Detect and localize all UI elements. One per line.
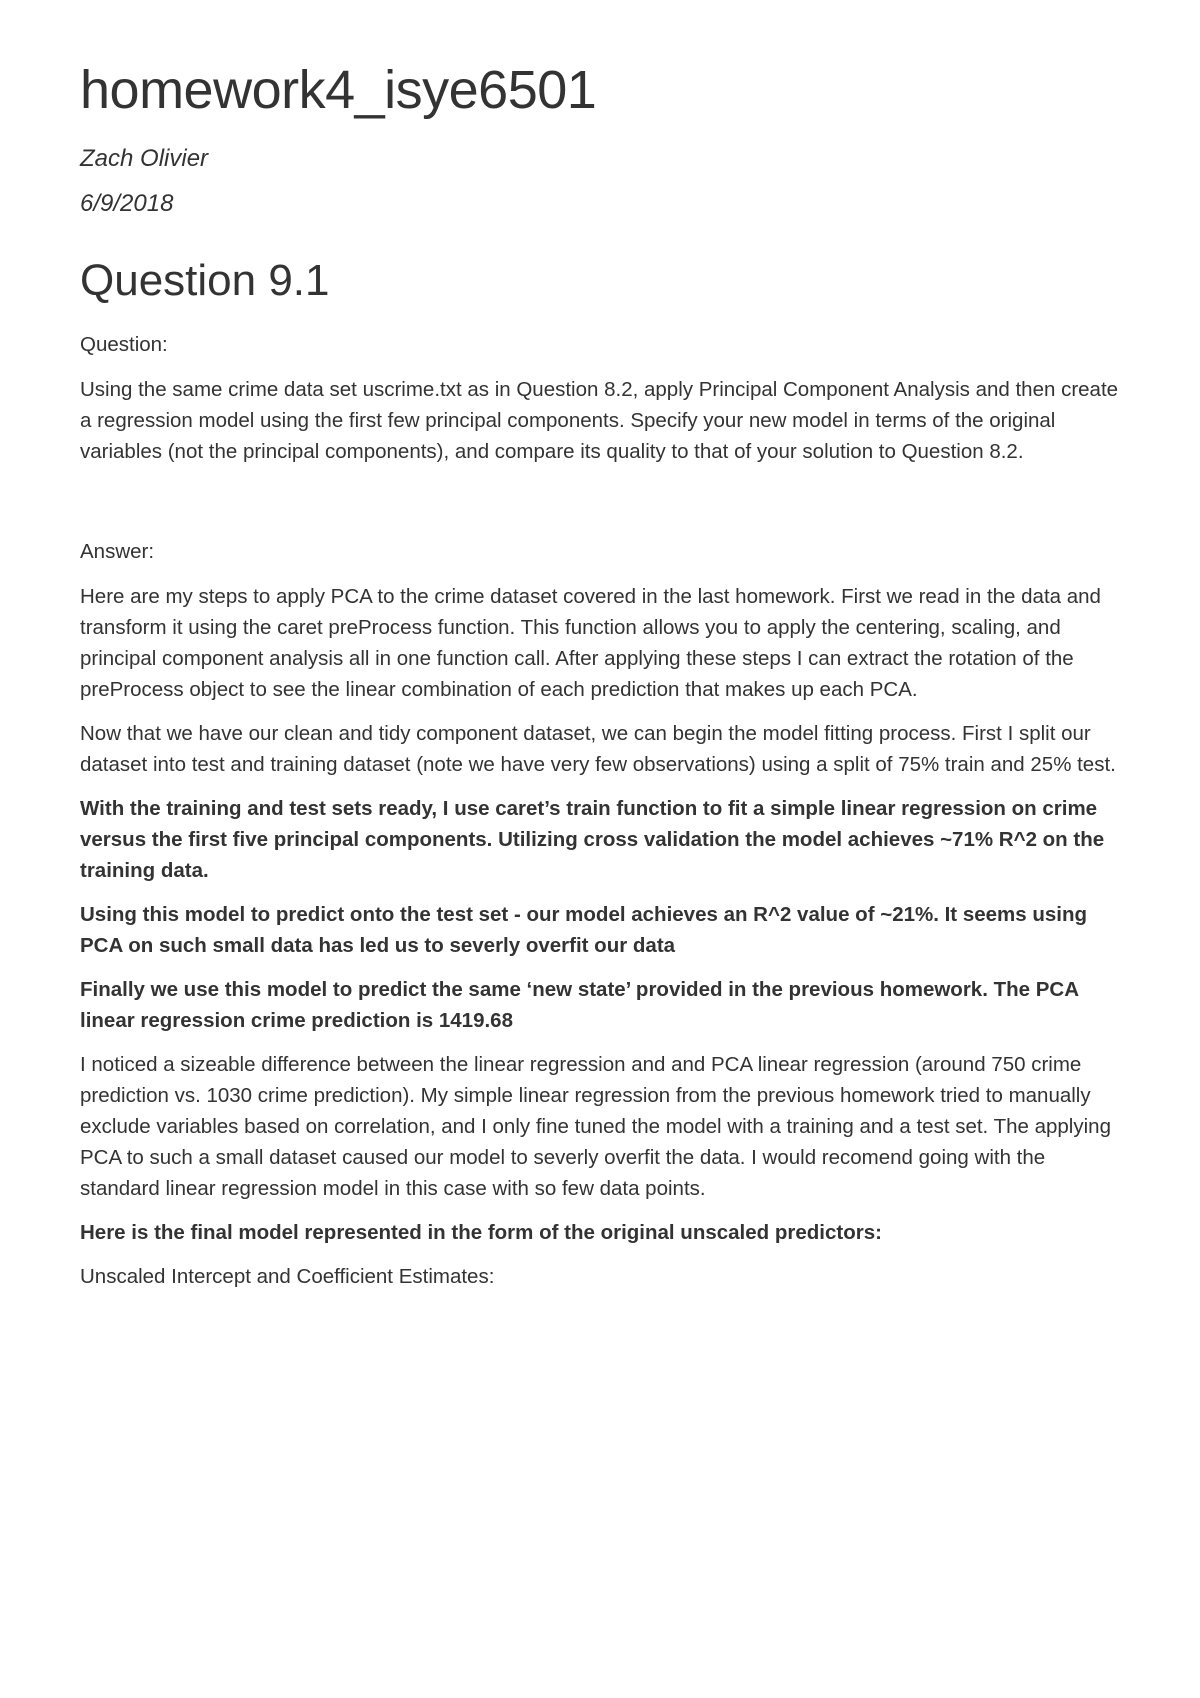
section-heading: Question 9.1 <box>80 256 330 305</box>
answer-paragraph: Here are my steps to apply PCA to the crime dataset covered in the last homework. First we read in the data and transform it using the caret preProcess function. This function allows you to apply the centering, scaling, and principal component analysis all in one function call. After applying these steps I can extract the rotation of the preProcess object to see the linear combination of each prediction that makes up each PCA. <box>80 585 1101 701</box>
answer-label: Answer: <box>80 540 155 563</box>
answer-paragraph-bold: Finally we use this model to predict the same ‘new state’ provided in the previous homework. The PCA linear regression crime prediction is 1419.68 <box>80 978 1079 1032</box>
document-title: homework4_isye6501 <box>80 60 597 120</box>
document-date: 6/9/2018 <box>80 190 174 217</box>
question-label: Question: <box>80 333 168 356</box>
document-author: Zach Olivier <box>80 145 209 172</box>
coefficients-label: Unscaled Intercept and Coefficient Estimates: <box>80 1265 495 1288</box>
answer-paragraph: Now that we have our clean and tidy component dataset, we can begin the model fitting process. First I split our dataset into test and training dataset (note we have very few observations) using a split of 75% train and 25% test. <box>80 722 1116 776</box>
answer-paragraph-bold: Here is the final model represented in the form of the original unscaled predictors: <box>80 1221 882 1244</box>
answer-paragraph-bold: With the training and test sets ready, I use caret’s train function to fit a simple linear regression on crime versus the first five principal components. Utilizing cross validation the model achieves ~71% R^2 on the training data. <box>80 797 1105 882</box>
question-text: Using the same crime data set uscrime.txt as in Question 8.2, apply Principal Component Analysis and then create a regression model using the first few principal components. Specify your new model in terms of the original variables (not the principal components), and compare its quality to that of your solution to Question 8.2. <box>80 378 1119 463</box>
answer-paragraph-bold: Using this model to predict onto the test set - our model achieves an R^2 value of ~21%. It seems using PCA on such small data has led us to severly overfit our data <box>80 903 1088 957</box>
answer-paragraph: I noticed a sizeable difference between the linear regression and and PCA linear regression (around 750 crime prediction vs. 1030 crime prediction). My simple linear regression from the previous homework tried to manually exclude variables based on correlation, and I only fine tuned the model with a training and a test set. The applying PCA to such a small dataset caused our model to severly overfit the data. I would recomend going with the standard linear regression model in this case with so few data points. <box>80 1053 1111 1200</box>
